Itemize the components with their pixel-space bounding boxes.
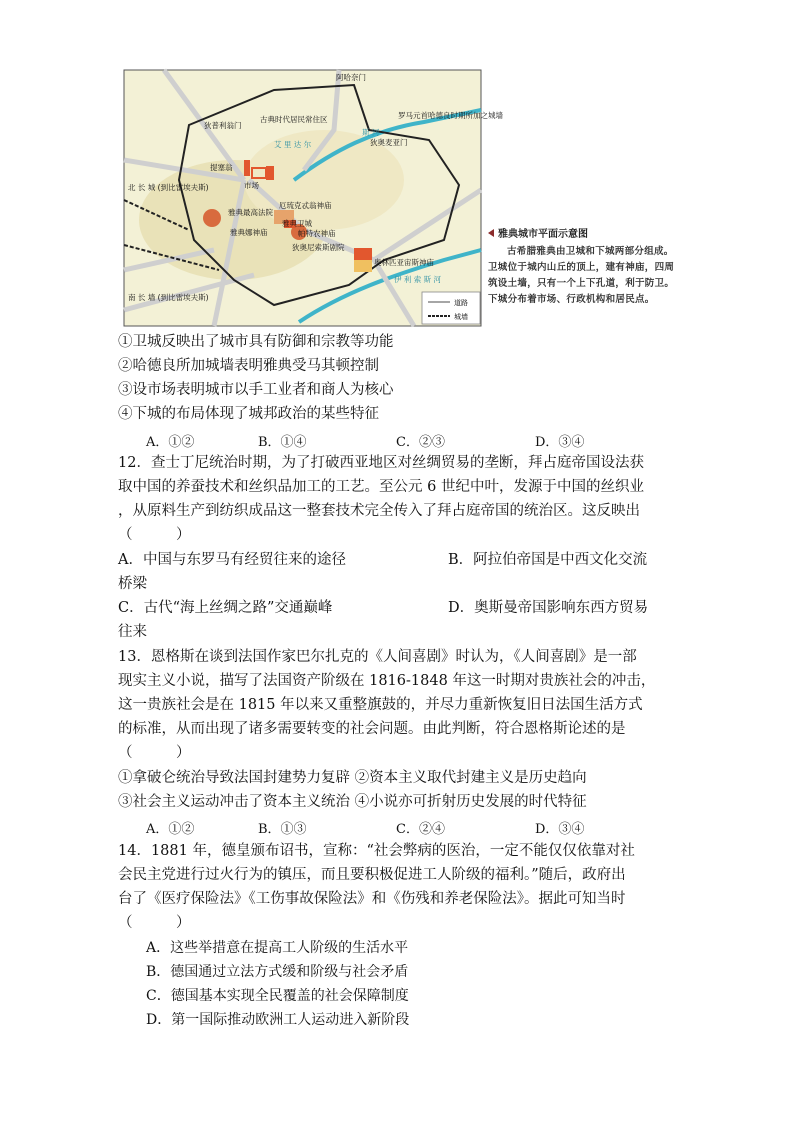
map-label-athena-temple: 雅典娜神庙 <box>230 228 268 237</box>
q12-option-b[interactable]: B．阿拉伯帝国是中西文化交流 <box>448 552 648 568</box>
q14-line-3: 台了《医疗保险法》《工伤事故保险法》和《伤残和养老保险法》。据此可知当时 <box>118 891 626 907</box>
athens-figure <box>124 70 677 326</box>
q11-statement-2: ②哈德良所加城墙表明雅典受马其顿控制 <box>118 358 379 374</box>
map-label-acropolis: 雅典卫城 <box>282 219 312 228</box>
q13-line-4: 的标准，从而出现了诸多需要转变的社会问题。由此判断，符合恩格斯论述的是 <box>118 721 626 737</box>
map-label-areopagus: 雅典最高法院 <box>228 208 273 217</box>
q12-line-2: 取中国的养蚕技术和丝织品加工的工艺。至公元 6 世纪中叶，发源于中国的丝织业 <box>118 479 644 495</box>
q14-line-2: 会民主党进行过火行为的镇压，而且要积极促进工人阶级的福利。”随后，政府出 <box>118 867 626 883</box>
caption-body: 古希腊雅典由卫城和下城两部分组成。卫城位于城内山丘的顶上，建有神庙，四周筑设土墙，只有一个上下孔道，利于防卫。下城分布着市场、行政机构和居民点。 <box>488 246 675 305</box>
q12-line-3: ，从原料生产到纺织成品这一整套技术完全传入了拜占庭帝国的统治区。这反映出 <box>118 503 640 519</box>
q11-statement-1: ①卫城反映出了城市具有防御和宗教等功能 <box>118 334 394 350</box>
q14-option-a[interactable]: A．这些举措意在提高工人阶级的生活水平 <box>146 940 409 956</box>
q12-option-d-cont: 往来 <box>118 624 147 640</box>
q13-line-3: 这一贵族社会是在 1815 年以来又重整旗鼓的，并尽力重新恢复旧日法国生活方式 <box>118 697 643 713</box>
q13-statements-2: ③社会主义运动冲击了资本主义统治 ④小说亦可折射历史发展的时代特征 <box>118 794 587 810</box>
map-label-long-wall-south: 南 长 墙 (到比雷埃夫斯) <box>128 293 209 302</box>
q14-line-1: 14．1881 年，德皇颁布诏书，宣称：“社会弊病的医治，一定不能仅仅依靠对社 <box>118 843 635 859</box>
map-label-dipylon-gate: 狄普利翁门 <box>204 121 242 130</box>
q11-option-d[interactable]: D．③④ <box>535 435 585 450</box>
q12-line-1: 12．查士丁尼统治时期，为了打破西亚地区对丝绸贸易的垄断，拜占庭帝国设法获 <box>118 455 644 471</box>
map-label-acharnes-gate: 阿哈奈门 <box>336 73 366 82</box>
q14-option-c[interactable]: C．德国基本实现全民覆盖的社会保障制度 <box>146 988 409 1004</box>
q14-option-b[interactable]: B．德国通过立法方式缓和阶级与社会矛盾 <box>146 964 409 980</box>
q11-statement-4: ④下城的布局体现了城邦政治的某些特征 <box>118 406 379 422</box>
figure-caption <box>488 225 678 308</box>
map-label-diomean-gate: 狄奥麦亚门 <box>370 138 408 147</box>
map-label-ilissos: 伊 利 索 斯 河 <box>394 275 442 284</box>
map-label-eridanos: 艾 里 达 尔 <box>274 140 312 149</box>
q13-statements-1: ①拿破仑统治导致法国封建势力复辟 ②资本主义取代封建主义是历史趋向 <box>118 770 587 786</box>
legend-road: 道路 <box>454 299 468 307</box>
map-label-long-wall-north: 北 长 城 (到比雷埃夫斯) <box>128 183 209 192</box>
caption-title-row <box>488 225 678 240</box>
map-label-hadrian-wall: 罗马元首哈德良时期所加之城墙 <box>398 111 503 120</box>
q12-option-a[interactable]: A．中国与东罗马有经贸往来的途径 <box>118 552 346 568</box>
q12-option-d[interactable]: D．奥斯曼帝国影响东西方贸易 <box>448 600 649 616</box>
map-label-eleusinion: 厄琉克忒翁神庙 <box>279 201 332 210</box>
legend-wall: 城墙 <box>454 313 468 321</box>
map-label-market: 市场 <box>244 181 259 190</box>
q11-option-b[interactable]: B．①④ <box>258 435 307 450</box>
caption-title: 雅典城市平面示意图 <box>498 229 588 240</box>
q12-option-c[interactable]: C．古代“海上丝绸之路”交通巅峰 <box>118 600 333 616</box>
q14-answer-blank: （ ） <box>118 915 191 931</box>
q13-line-2: 现实主义小说，描写了法国资产阶级在 1816-1848 年这一时期对贵族社会的冲击， <box>118 673 656 689</box>
q14-option-d[interactable]: D．第一国际推动欧洲工人运动进入新阶段 <box>146 1012 410 1028</box>
map-label-dionysus-theater: 狄奥尼索斯剧院 <box>292 243 345 252</box>
caption-triangle-icon <box>488 229 494 237</box>
q11-option-c[interactable]: C．②③ <box>396 435 445 450</box>
athens-map <box>124 70 503 326</box>
q13-line-1: 13．恩格斯在谈到法国作家巴尔扎克的《人间喜剧》时认为，《人间喜剧》是一部 <box>118 649 637 665</box>
q11-option-a[interactable]: A．①② <box>146 435 195 450</box>
q13-option-b[interactable]: B．①③ <box>258 822 307 837</box>
map-label-eridanos-2: 斯 河 <box>362 128 380 137</box>
map-label-olympieion: 奥林匹亚宙斯神庙 <box>374 258 434 267</box>
map-label-residential: 古典时代居民常住区 <box>260 115 328 124</box>
q13-option-c[interactable]: C．②④ <box>396 822 445 837</box>
q13-option-a[interactable]: A．①② <box>146 822 195 837</box>
q12-option-b-cont: 桥梁 <box>118 576 147 592</box>
map-label-parthenon: 帕特农神庙 <box>298 229 336 238</box>
q13-option-d[interactable]: D．③④ <box>535 822 585 837</box>
q11-statement-3: ③设市场表明城市以手工业者和商人为核心 <box>118 382 394 398</box>
q13-answer-blank: （ ） <box>118 745 191 761</box>
map-label-theseion: 提塞翁 <box>210 163 233 172</box>
q12-answer-blank: （ ） <box>118 527 191 543</box>
